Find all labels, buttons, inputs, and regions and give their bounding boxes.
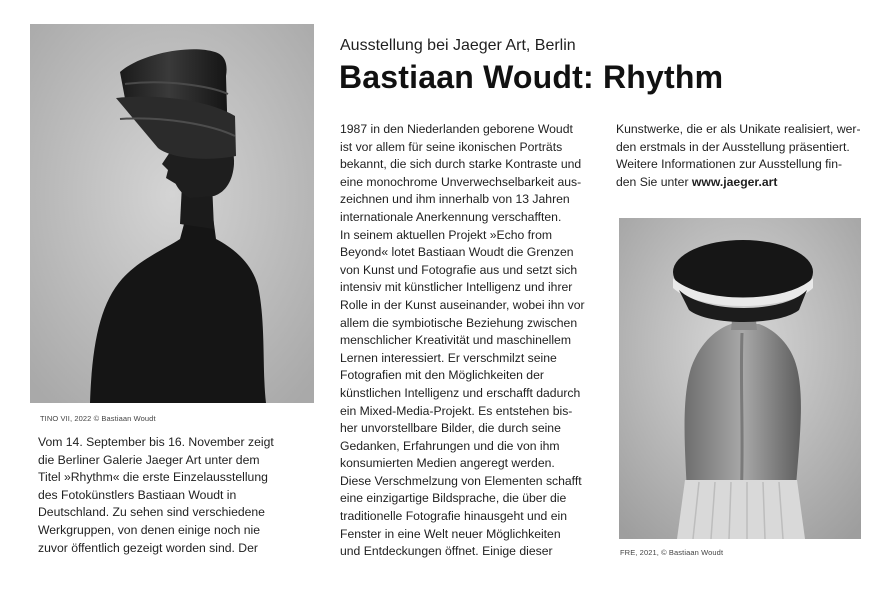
portrait-photo-tino (30, 24, 314, 403)
text-line: ein Mixed-Media-Projekt. Es entstehen bis- (340, 403, 573, 418)
article-column-right (616, 121, 866, 191)
text-line: internationale Anerkennung verschafften. (340, 209, 562, 224)
text-line: und Entdeckungen öffnet. Einige dieser (340, 544, 553, 559)
text-line: 1987 in den Niederlanden geborene Woudt (340, 122, 573, 136)
article-column-left (38, 434, 318, 557)
text-line: eine monochrome Unverwechselbarkeit aus- (340, 174, 582, 189)
photo-caption-left: TINO VII, 2022 © Bastiaan Woudt (40, 414, 156, 423)
text-line: des Fotokünstlers Bastiaan Woudt in (38, 487, 237, 502)
text-line: menschlicher Kreativität und maschinellem (340, 333, 571, 348)
website-link[interactable]: www.jaeger.art (691, 174, 778, 189)
text-line: den erstmals in der Ausstellung präsentiert. (616, 139, 850, 154)
text-fragment: den Sie unter (616, 174, 692, 189)
article-title: Bastiaan Woudt: Rhythm (339, 59, 724, 95)
text-line: In seinem aktuellen Projekt »Echo from (340, 227, 553, 242)
text-line: von Kunst und Fotografie aus und setzt sich (340, 262, 578, 277)
text-line: zeichnen und ihm innerhalb von 13 Jahren (340, 192, 570, 207)
text-line: Vom 14. September bis 16. November zeigt (38, 435, 274, 449)
text-line: Gedanken, Erfahrungen und die von ihm (340, 438, 560, 453)
text-line: Rolle in der Kunst auseinander, wobei ihn vor (340, 297, 585, 312)
text-line: Titel »Rhythm« die erste Einzelausstellung (38, 470, 268, 485)
article-kicker: Ausstellung bei Jaeger Art, Berlin (340, 37, 576, 54)
text-line: Kunstwerke, die er als Unikate realisiert, wer- (616, 122, 861, 136)
text-line: eine einzigartige Bildsprache, die über die (340, 491, 567, 506)
text-line: Fotografien mit den Möglichkeiten der (340, 368, 544, 383)
text-line: zuvor öffentlich gezeigt worden sind. Der (38, 540, 258, 555)
text-line: her unvorstellbare Bilder, die durch seine (340, 421, 561, 436)
text-line: Werkgruppen, von denen einige noch nie (38, 522, 261, 537)
text-line: ist vor allem für seine ikonischen Porträts (340, 139, 563, 154)
text-line: traditionelle Fotografie hinausgeht und ein (340, 509, 567, 524)
text-line: die Berliner Galerie Jaeger Art unter dem (38, 452, 260, 467)
text-line-with-link (616, 174, 866, 192)
text-line: bekannt, die sich durch starke Kontraste und (340, 157, 582, 172)
text-line: konsumierten Medien angeregt werden. (340, 456, 555, 471)
text-line: Diese Verschmelzung von Elementen schafft (340, 473, 582, 488)
article-column-middle (340, 121, 598, 561)
portrait-photo-fre (619, 218, 861, 539)
text-line: allem die symbiotische Beziehung zwischen (340, 315, 578, 330)
text-line: Lernen interessiert. Er verschmilzt seine (340, 350, 557, 365)
text-line: Beyond« lotet Bastiaan Woudt die Grenzen (340, 245, 574, 260)
text-line: Weitere Informationen zur Ausstellung fin- (616, 157, 843, 172)
text-line: Fenster in eine Welt neuer Möglichkeiten (340, 526, 561, 541)
photo-caption-right: FRE, 2021, © Bastiaan Woudt (620, 548, 724, 557)
text-line: Deutschland. Zu sehen sind verschiedene (38, 505, 265, 520)
text-line: intensiv mit künstlicher Intelligenz und ihrer (340, 280, 573, 295)
text-line: künstlichen Intelligenz und erschafft dadurch (340, 385, 581, 400)
